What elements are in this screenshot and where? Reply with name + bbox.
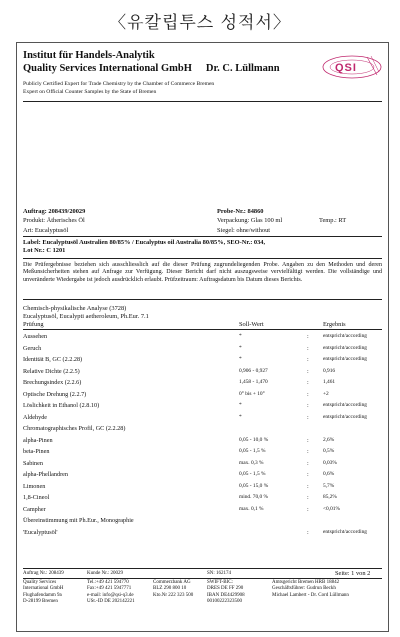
footer-line: BLZ 290 800 10 [153,586,187,592]
row-target: 0,05 - 1,5 % [239,471,266,477]
row-target: 0,05 - 1,5 % [239,448,266,454]
row-target: * [239,356,242,362]
row-test: Aussehen [23,333,48,340]
row-test: Campher [23,505,46,513]
row-result: 0,03% [323,459,337,466]
column-header-result: Ergebnis [323,321,346,328]
footer-line: Commerzbank AG [153,580,191,585]
footer-swift-block [207,580,245,605]
label-text [23,239,383,255]
divider [23,236,382,237]
row-separator: : [307,413,309,421]
row-result: entspricht/according [323,402,368,408]
footer-line: Quality Services [23,580,57,585]
sample-number: Probe-Nr.: 84860 [217,208,264,215]
row-separator: : [307,333,309,340]
row-separator: : [307,505,309,513]
row-separator: : [307,390,309,398]
row-target: * [239,333,242,339]
footer-line: IBAN DE4429908 [207,592,245,598]
row-result: entspricht/according [323,413,368,420]
row-result: 2,6% [323,436,335,443]
row-result: entspricht/according [323,344,368,351]
row-target: * [239,402,242,408]
row-test: Aldehyde [23,413,48,421]
company-name: Quality Services International GmbH [23,63,192,74]
footer-sn: SN: 162174 [207,571,232,576]
row-result: 0,5% [323,448,335,454]
row-result: <0,01% [323,505,340,512]
analysis-subtitle: Eucalyptusöl, Eucalypti aetheroleum, Ph.Eur. 7.1 [23,313,149,320]
row-target: * [239,413,242,420]
divider [23,568,382,569]
row-test: Geruch [23,344,42,352]
cert-line-2: Expert on Official Counter Samples by the State of Bremen [23,88,157,95]
row-result: entspricht/according [323,356,368,362]
row-target: * [239,344,242,351]
row-test: Übereinstimmung mit Ph.Eur., Monographie [23,517,134,524]
row-separator: : [307,448,309,455]
row-target: 0,05 - 10,0 % [239,436,269,443]
footer-company-block [23,580,63,605]
seal: Siegel: ohne/without [217,227,271,234]
article: Art: Eucalyptusöl [23,227,69,234]
row-test: Optische Drehung (2.2.7) [23,390,87,398]
packaging: Verpackung: Glas 100 ml [217,217,283,224]
row-target: max. 0,3 % [239,459,264,466]
footer-line: Amtsgericht Bremen HRB 18842 [272,580,340,585]
row-test: beta-Pinen [23,448,50,455]
divider [23,578,382,579]
footer-line: D-28199 Bremen [23,598,58,604]
row-separator: : [307,344,309,352]
row-separator: : [307,482,309,490]
column-header-test: Prüfung [23,321,44,328]
row-separator: : [307,471,309,478]
row-result: entspricht/according [323,333,368,339]
row-test: Sabinen [23,459,43,467]
row-test: Identität B, GC (2.2.28) [23,356,83,363]
analysis-title: Chemisch-physikalische Analyse (3728) [23,305,127,312]
footer-line: Michael Lambert - Dr. Cord Lüllmann [272,592,349,598]
row-separator: : [307,528,309,536]
page-number: Seite: 1 von 2 [335,570,371,577]
cert-line-1: Publicly Certified Expert for Trade Chemistry by the Chamber of Commerce Bremen [23,81,215,87]
column-header-target: Soll-Wert [239,321,264,328]
row-test: Löslichkeit in Ethanol (2.8.10) [23,402,100,409]
row-target: 0,906 - 0,927 [239,367,268,374]
row-result: 85,2% [323,494,337,500]
footer-line: Fax:+49 421 5947771 [87,586,132,592]
qsi-logo [321,53,383,83]
divider [23,101,382,102]
order-number: Auftrag: 208439/20029 [23,208,86,215]
row-test: Limonen [23,482,46,490]
label-line-1: Label: Eucalyptusöl Australien 80/85% / Eucalyptus oil Australia 80/85%, SEO-Nr.: 034, [23,239,266,246]
row-result: +2 [323,390,329,397]
certification-text [23,81,214,96]
row-test: 1,8-Cineol [23,494,50,501]
footer-bank-block [153,580,193,599]
footer-line: Geschäftsführer: Gudrun Beckh [272,586,336,592]
row-target: 0° bis + 10° [239,390,265,397]
row-test: Brechungsindex (2.2.6) [23,379,82,386]
row-separator: : [307,494,309,501]
divider [23,258,382,259]
footer-line: International GmbH [23,586,64,592]
row-target: 0,05 - 15,0 % [239,482,269,489]
institute-name: Institut für Handels-Analytik [23,50,155,61]
doctor-name: Dr. C. Lüllmann [205,63,280,74]
row-result: entspricht/according [323,528,368,535]
certificate-sheet [16,42,389,632]
row-separator: : [307,436,309,444]
page-title: 〈유칼립투스 성적서〉 [109,13,291,33]
row-separator: : [307,367,309,375]
footer-line: 00100222323500 [207,598,242,604]
footer-contact-block [87,580,135,605]
row-result: 1,461 [323,379,336,385]
row-result: 0,916 [323,367,336,374]
row-target: mind. 70,0 % [239,494,269,500]
product: Produkt: Ätherisches Öl [23,217,85,224]
row-separator: : [307,459,309,467]
row-test: 'Eucalyptusöl' [23,528,58,536]
divider [23,299,382,300]
label-line-2: Lot Nr.: C 1201 [23,247,66,254]
row-test: alpha-Phellandren [23,471,69,478]
row-test: alpha-Pinen [23,436,53,444]
row-separator: : [307,379,309,386]
footer-registry-block [272,580,349,599]
footer-line: e-mail: info@qsi-q3.de [87,592,134,598]
footer-line: DRES DE FF 290 [207,586,244,592]
footer-line: Tel.:+49 421 594770 [87,580,129,585]
footer-line: USt.-ID DE 202142221 [87,598,135,604]
row-result: 0,6% [323,471,335,477]
divider [23,329,382,330]
row-target: max. 0,1 % [239,505,264,512]
footer-line: SWIFT-BIC: [207,580,233,585]
row-result: 5,7% [323,482,335,489]
disclaimer-text: Die Prüfergebnisse beziehen sich ausschliesslich auf die dieser Prüfung zugrundeliegenden Probe. Angaben zu den Methoden und deren Meßunsicherheiten stehen auf Anfrage zur Verfügung. Dieser Bericht darf nicht auszugsweise vervielfältigt werden. Die vollständige und unveränderte Wiedergabe ist jedoch ausdrücklich erlaubt. Prüfzeitraum: Auftragsdatum bis Datum dieses Berichts. [23,262,382,283]
row-test: Relative Dichte (2.2.5) [23,367,80,375]
footer-line: Kto.Nr 222 323 500 [153,592,194,598]
row-separator: : [307,402,309,409]
svg-text:QSI: QSI [335,62,357,74]
row-test: Chromatographisches Profil, GC (2.2.28) [23,425,126,432]
temperature: Temp.: RT [319,217,347,224]
footer-customer: Kunde Nr.: 20029 [87,571,123,576]
footer-line: Flughafendamm 9a [23,592,62,598]
row-target: 1,458 - 1,470 [239,379,268,385]
company-line [23,63,280,74]
footer-order: Auftrag Nr.: 208439 [23,571,64,576]
row-separator: : [307,356,309,363]
